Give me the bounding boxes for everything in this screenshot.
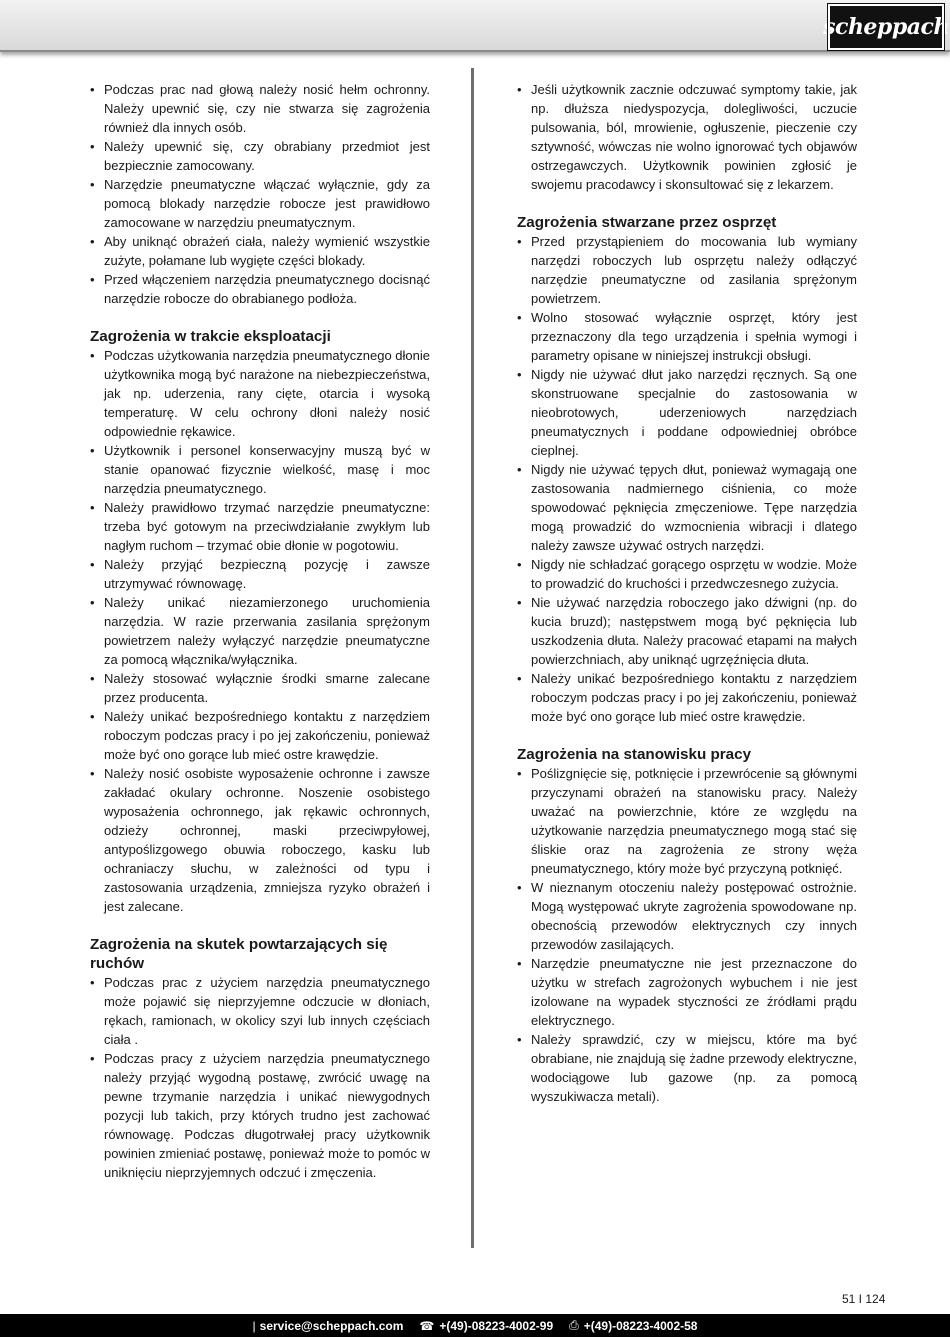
- left-intro-list: [90, 80, 430, 308]
- list-item: • Aby uniknąć obrażeń ciała, należy wymienić wszystkie zużyte, połamane lub wygięte części blokady.: [90, 232, 430, 270]
- list-item: • Podczas prac nad głową należy nosić hełm ochronny. Należy upewnić się, czy nie stwarza się zagrożenia również dla innych osób.: [90, 80, 430, 137]
- list-item: • Narzędzie pneumatyczne nie jest przeznaczone do użytku w strefach zagrożonych wybuchem i nie jest izolowane na wypadek styczności ze źródłami prądu elektrycznego.: [517, 954, 857, 1030]
- list-item: • Narzędzie pneumatyczne włączać wyłącznie, gdy za pomocą blokady narzędzie robocze jest prawidłowo zamocowane w narzędziu pneumatycznym.: [90, 175, 430, 232]
- list-item: • Należy prawidłowo trzymać narzędzie pneumatyczne: trzeba być gotowym na przeciwdziałanie zwykłym lub nagłym ruchom – trzymać obie dłonie w pogotowiu.: [90, 498, 430, 555]
- list-item: • Przed włączeniem narzędzia pneumatycznego docisnąć narzędzie robocze do obrabianego podłoża.: [90, 270, 430, 308]
- phone-text: +(49)-08223-4002-99: [439, 1318, 554, 1333]
- footer-phone[interactable]: [419, 1319, 553, 1333]
- section-title-repetitive-motion: Zagrożenia na skutek powtarzających się ruchów: [90, 936, 388, 972]
- workplace-hazards-list: [517, 764, 857, 1106]
- footer-bar: [0, 1314, 950, 1337]
- operation-hazards-list: [90, 346, 430, 916]
- section-title-operation: Zagrożenia w trakcie eksploatacji: [90, 328, 331, 345]
- list-item: • Należy unikać bezpośredniego kontaktu z narzędziem roboczym podczas pracy i po jej zakończeniu, ponieważ może być ono gorące lub mieć ostre krawędzie.: [90, 707, 430, 764]
- brand-logo: [823, 4, 949, 50]
- list-item: • Należy nosić osobiste wyposażenie ochronne i zawsze zakładać okulary ochronne. Noszenie osobistego wyposażenia ochronnego, jak rękawic ochronnych, odzieży ochronnej, maski przeciwpyłowej, antypoślizgowego obuwia roboczego, kasku lub ochraniaczy słuchu, w zależności od typu i zastosowania urządzenia, zmniejsza ryzyko obrażeń i jest zalecane.: [90, 764, 430, 916]
- phone-icon: ☎: [419, 1318, 435, 1333]
- list-item: • Należy unikać niezamierzonego uruchomienia narzędzia. W razie przerwania zasilania sprężonym powietrzem należy wyłączyć narzędzie pneumatyczne za pomocą włącznika/wyłącznika.: [90, 593, 430, 669]
- logo-text: scheppach: [823, 14, 949, 40]
- list-item: • Użytkownik i personel konserwacyjny muszą być w stanie opanować fizycznie wielkość, masę i moc narzędzia pneumatycznego.: [90, 441, 430, 498]
- list-item: • Jeśli użytkownik zacznie odczuwać symptomy takie, jak np. dłuższa niedyspozycja, dolegliwości, uczucie pulsowania, ból, mrowienie, ogłuszenie, pieczenie czy sztywność, wówczas nie wolno ignorować tych objawów ostrzegawczych. Użytkownik powinien zgłosić je swojemu pracodawcy i skonsultować się z lekarzem.: [517, 80, 857, 194]
- separator-icon: |: [252, 1318, 256, 1333]
- list-item: • W nieznanym otoczeniu należy postępować ostrożnie. Mogą występować ukryte zagrożenia spowodowane np. obecnością przewodów elektrycznych czy innych przewodów zasilających.: [517, 878, 857, 954]
- fax-text: +(49)-08223-4002-58: [583, 1318, 698, 1333]
- list-item: • Należy przyjąć bezpieczną pozycję i zawsze utrzymywać równowagę.: [90, 555, 430, 593]
- list-item: • Podczas pracy z użyciem narzędzia pneumatycznego należy przyjąć wygodną postawę, zwrócić uwagę na pewne trzymanie narzędzia i unikać niewygodnych pozycji lub takich, przy których trudno jest zachować równowagę. Podczas długotrwałej pracy użytkownik powinien zmieniać postawę, ponieważ może to pomóc w uniknięciu nieprzyjemnych odczuć i zmęczenia.: [90, 1049, 430, 1182]
- list-item: • Podczas użytkowania narzędzia pneumatycznego dłonie użytkownika mogą być narażone na niebezpieczeństwa, jak np. uderzenia, rany cięte, otarcia i wysoką temperaturę. W celu ochrony dłoni należy nosić odpowiednie rękawice.: [90, 346, 430, 441]
- left-column: [90, 80, 430, 1182]
- list-item: • Podczas prac z użyciem narzędzia pneumatycznego może pojawić się nieprzyjemne odczucie w dłoniach, rękach, ramionach, w okolicy szyi lub innych częściach ciała .: [90, 973, 430, 1049]
- list-item: • Należy stosować wyłącznie środki smarne zalecane przez producenta.: [90, 669, 430, 707]
- section-title-accessories: Zagrożenia stwarzane przez osprzęt: [517, 214, 777, 231]
- list-item: • Nigdy nie używać tępych dłut, ponieważ wymagają one zastosowania nadmiernego ciśnienia, co może spowodować pęknięcia zmęczeniowe. Tępe narzędzia mogą prowadzić do wzmocnienia wibracji i dlatego należy zawsze używać ostrych narzędzi.: [517, 460, 857, 555]
- right-column: [517, 80, 857, 1106]
- list-item: • Należy sprawdzić, czy w miejscu, które ma być obrabiane, nie znajdują się żadne przewody elektryczne, wodociągowe lub gazowe (np. za pomocą wyszukiwacza metali).: [517, 1030, 857, 1106]
- list-item: • Wolno stosować wyłącznie osprzęt, który jest przeznaczony dla tego urządzenia i spełnia wymogi i parametry opisane w niniejszej instrukcji obsługi.: [517, 308, 857, 365]
- footer-email[interactable]: [253, 1319, 404, 1333]
- right-intro-list: [517, 80, 857, 194]
- list-item: • Nie używać narzędzia roboczego jako dźwigni (np. do kucia bruzd); następstwem mogą być pęknięcia lub uszkodzenia dłuta. Należy pracować etapami na małych powierzchniach, aby uniknąć ugrzęźnięcia dłuta.: [517, 593, 857, 669]
- list-item: • Przed przystąpieniem do mocowania lub wymiany narzędzi roboczych lub osprzętu należy odłączyć narzędzie pneumatyczne od zasilania sprężonym powietrzem.: [517, 232, 857, 308]
- list-item: • Należy unikać bezpośredniego kontaktu z narzędziem roboczym podczas pracy i po jej zakończeniu, ponieważ może być ono gorące lub mieć ostre krawędzie.: [517, 669, 857, 726]
- list-item: • Poślizgnięcie się, potknięcie i przewrócenie są głównymi przyczynami obrażeń na stanowisku pracy. Należy uważać na powierzchnie, które ze względu na użytkowanie narzędzia pneumatycznego mogą stać się śliskie oraz na zagrożenia ze strony węża pneumatycznego, który może być przyczyną potknięć.: [517, 764, 857, 878]
- column-divider: [471, 68, 474, 1248]
- list-item: • Należy upewnić się, czy obrabiany przedmiot jest bezpiecznie zamocowany.: [90, 137, 430, 175]
- fax-icon: ⎙: [569, 1318, 579, 1332]
- page-number: 51 I 124: [842, 1292, 886, 1306]
- repetitive-motion-list: [90, 973, 430, 1182]
- header-band: [0, 0, 950, 52]
- list-item: • Nigdy nie używać dłut jako narzędzi ręcznych. Są one skonstruowane specjalnie do zastosowania w nieobrotowych, uderzeniowych narzędziach pneumatycznych i poddane odpowiedniej obróbce cieplnej.: [517, 365, 857, 460]
- list-item: • Nigdy nie schładzać gorącego osprzętu w wodzie. Może to prowadzić do kruchości i przedwczesnego zużycia.: [517, 555, 857, 593]
- email-text: service@scheppach.com: [259, 1318, 404, 1333]
- footer-fax[interactable]: [569, 1318, 697, 1333]
- accessories-hazards-list: [517, 232, 857, 726]
- section-title-workplace: Zagrożenia na stanowisku pracy: [517, 746, 752, 763]
